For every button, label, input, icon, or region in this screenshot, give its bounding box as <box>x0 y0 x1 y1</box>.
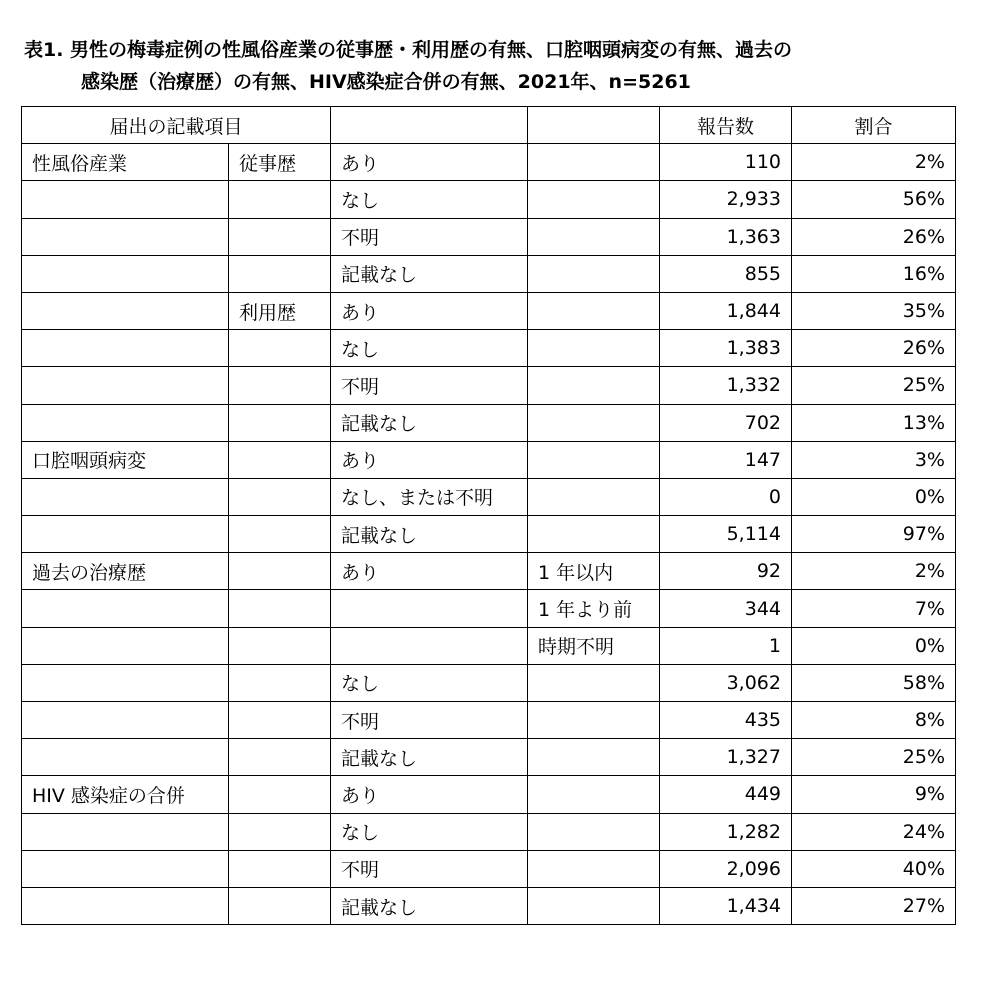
period-cell <box>528 292 660 329</box>
count-cell: 3,062 <box>660 664 792 701</box>
subcategory-cell <box>229 553 331 590</box>
ratio-cell: 97% <box>792 516 956 553</box>
category-cell <box>22 255 229 292</box>
count-cell: 435 <box>660 702 792 739</box>
table-row <box>22 292 956 329</box>
answer-cell: 記載なし <box>331 887 528 924</box>
header-blank-1 <box>331 107 528 144</box>
ratio-cell: 0% <box>792 478 956 515</box>
table-title-line-1: 表1. 男性の梅毒症例の性風俗産業の従事歴・利用歴の有無、口腔咽頭病変の有無、過去の <box>24 39 793 61</box>
period-cell <box>528 887 660 924</box>
answer-cell: あり <box>331 441 528 478</box>
subcategory-cell: 従事歴 <box>229 144 331 181</box>
period-cell <box>528 850 660 887</box>
subcategory-cell <box>229 181 331 218</box>
count-cell: 2,096 <box>660 850 792 887</box>
answer-cell: なし <box>331 813 528 850</box>
subcategory-cell <box>229 330 331 367</box>
subcategory-cell <box>229 367 331 404</box>
count-cell: 702 <box>660 404 792 441</box>
ratio-cell: 27% <box>792 887 956 924</box>
subcategory-cell <box>229 255 331 292</box>
count-cell: 2,933 <box>660 181 792 218</box>
subcategory-cell <box>229 887 331 924</box>
table-row <box>22 590 956 627</box>
period-cell <box>528 516 660 553</box>
ratio-cell: 26% <box>792 218 956 255</box>
table-row <box>22 218 956 255</box>
period-cell: 時期不明 <box>528 627 660 664</box>
answer-cell: あり <box>331 553 528 590</box>
answer-cell: 不明 <box>331 850 528 887</box>
table-row <box>22 813 956 850</box>
count-cell: 344 <box>660 590 792 627</box>
table-row <box>22 478 956 515</box>
answer-cell: なし <box>331 330 528 367</box>
category-cell: HIV 感染症の合併 <box>22 776 229 813</box>
subcategory-cell <box>229 664 331 701</box>
table-row <box>22 850 956 887</box>
category-cell <box>22 813 229 850</box>
answer-cell: 記載なし <box>331 739 528 776</box>
answer-cell: 記載なし <box>331 255 528 292</box>
answer-cell: 記載なし <box>331 404 528 441</box>
table-row <box>22 553 956 590</box>
table-row <box>22 367 956 404</box>
header-row <box>22 107 956 144</box>
count-cell: 110 <box>660 144 792 181</box>
answer-cell: なし、または不明 <box>331 478 528 515</box>
count-cell: 1,282 <box>660 813 792 850</box>
count-cell: 1,383 <box>660 330 792 367</box>
subcategory-cell <box>229 627 331 664</box>
ratio-cell: 7% <box>792 590 956 627</box>
table-row <box>22 702 956 739</box>
period-cell <box>528 702 660 739</box>
period-cell <box>528 255 660 292</box>
answer-cell: あり <box>331 144 528 181</box>
category-cell <box>22 404 229 441</box>
ratio-cell: 25% <box>792 367 956 404</box>
answer-cell: 不明 <box>331 367 528 404</box>
subcategory-cell <box>229 516 331 553</box>
header-ratio: 割合 <box>792 107 956 144</box>
table-row <box>22 516 956 553</box>
period-cell: 1 年以内 <box>528 553 660 590</box>
ratio-cell: 13% <box>792 404 956 441</box>
table-row <box>22 181 956 218</box>
answer-cell: あり <box>331 776 528 813</box>
ratio-cell: 56% <box>792 181 956 218</box>
category-cell <box>22 887 229 924</box>
category-cell: 性風俗産業 <box>22 144 229 181</box>
subcategory-cell <box>229 813 331 850</box>
category-cell <box>22 664 229 701</box>
category-cell <box>22 292 229 329</box>
subcategory-cell <box>229 441 331 478</box>
subcategory-cell <box>229 776 331 813</box>
subcategory-cell <box>229 478 331 515</box>
category-cell <box>22 516 229 553</box>
category-cell <box>22 478 229 515</box>
answer-cell: 不明 <box>331 702 528 739</box>
period-cell <box>528 739 660 776</box>
category-cell <box>22 218 229 255</box>
count-cell: 1,332 <box>660 367 792 404</box>
ratio-cell: 2% <box>792 144 956 181</box>
category-cell <box>22 702 229 739</box>
table-row <box>22 441 956 478</box>
count-cell: 1,844 <box>660 292 792 329</box>
category-cell: 過去の治療歴 <box>22 553 229 590</box>
count-cell: 1 <box>660 627 792 664</box>
table-title-line-2: 感染歴（治療歴）の有無、HIV感染症合併の有無、2021年、n=5261 <box>81 71 691 93</box>
category-cell <box>22 590 229 627</box>
ratio-cell: 2% <box>792 553 956 590</box>
table-row <box>22 776 956 813</box>
table-row <box>22 255 956 292</box>
period-cell <box>528 813 660 850</box>
period-cell: 1 年より前 <box>528 590 660 627</box>
period-cell <box>528 144 660 181</box>
ratio-cell: 58% <box>792 664 956 701</box>
table-row <box>22 330 956 367</box>
ratio-cell: 9% <box>792 776 956 813</box>
ratio-cell: 35% <box>792 292 956 329</box>
ratio-cell: 26% <box>792 330 956 367</box>
answer-cell <box>331 590 528 627</box>
category-cell: 口腔咽頭病変 <box>22 441 229 478</box>
header-item: 届出の記載項目 <box>22 107 331 144</box>
header-count: 報告数 <box>660 107 792 144</box>
category-cell <box>22 330 229 367</box>
period-cell <box>528 441 660 478</box>
category-cell <box>22 367 229 404</box>
table-row <box>22 404 956 441</box>
ratio-cell: 25% <box>792 739 956 776</box>
table-row <box>22 887 956 924</box>
subcategory-cell <box>229 404 331 441</box>
count-cell: 1,363 <box>660 218 792 255</box>
ratio-cell: 16% <box>792 255 956 292</box>
subcategory-cell <box>229 850 331 887</box>
period-cell <box>528 330 660 367</box>
count-cell: 1,434 <box>660 887 792 924</box>
table-row <box>22 144 956 181</box>
category-cell <box>22 627 229 664</box>
table-row <box>22 627 956 664</box>
count-cell: 5,114 <box>660 516 792 553</box>
answer-cell: なし <box>331 664 528 701</box>
report-table <box>21 106 956 925</box>
count-cell: 147 <box>660 441 792 478</box>
table-header <box>22 107 956 144</box>
subcategory-cell <box>229 739 331 776</box>
period-cell <box>528 218 660 255</box>
category-cell <box>22 181 229 218</box>
answer-cell: なし <box>331 181 528 218</box>
period-cell <box>528 181 660 218</box>
period-cell <box>528 367 660 404</box>
category-cell <box>22 739 229 776</box>
answer-cell: あり <box>331 292 528 329</box>
header-blank-2 <box>528 107 660 144</box>
subcategory-cell: 利用歴 <box>229 292 331 329</box>
count-cell: 92 <box>660 553 792 590</box>
count-cell: 449 <box>660 776 792 813</box>
period-cell <box>528 664 660 701</box>
ratio-cell: 24% <box>792 813 956 850</box>
ratio-cell: 40% <box>792 850 956 887</box>
period-cell <box>528 478 660 515</box>
count-cell: 855 <box>660 255 792 292</box>
period-cell <box>528 776 660 813</box>
table-body <box>22 144 956 925</box>
table-title <box>24 34 964 98</box>
category-cell <box>22 850 229 887</box>
ratio-cell: 0% <box>792 627 956 664</box>
answer-cell: 記載なし <box>331 516 528 553</box>
subcategory-cell <box>229 590 331 627</box>
ratio-cell: 8% <box>792 702 956 739</box>
subcategory-cell <box>229 702 331 739</box>
subcategory-cell <box>229 218 331 255</box>
period-cell <box>528 404 660 441</box>
count-cell: 1,327 <box>660 739 792 776</box>
answer-cell <box>331 627 528 664</box>
table-row <box>22 739 956 776</box>
table-row <box>22 664 956 701</box>
answer-cell: 不明 <box>331 218 528 255</box>
count-cell: 0 <box>660 478 792 515</box>
ratio-cell: 3% <box>792 441 956 478</box>
